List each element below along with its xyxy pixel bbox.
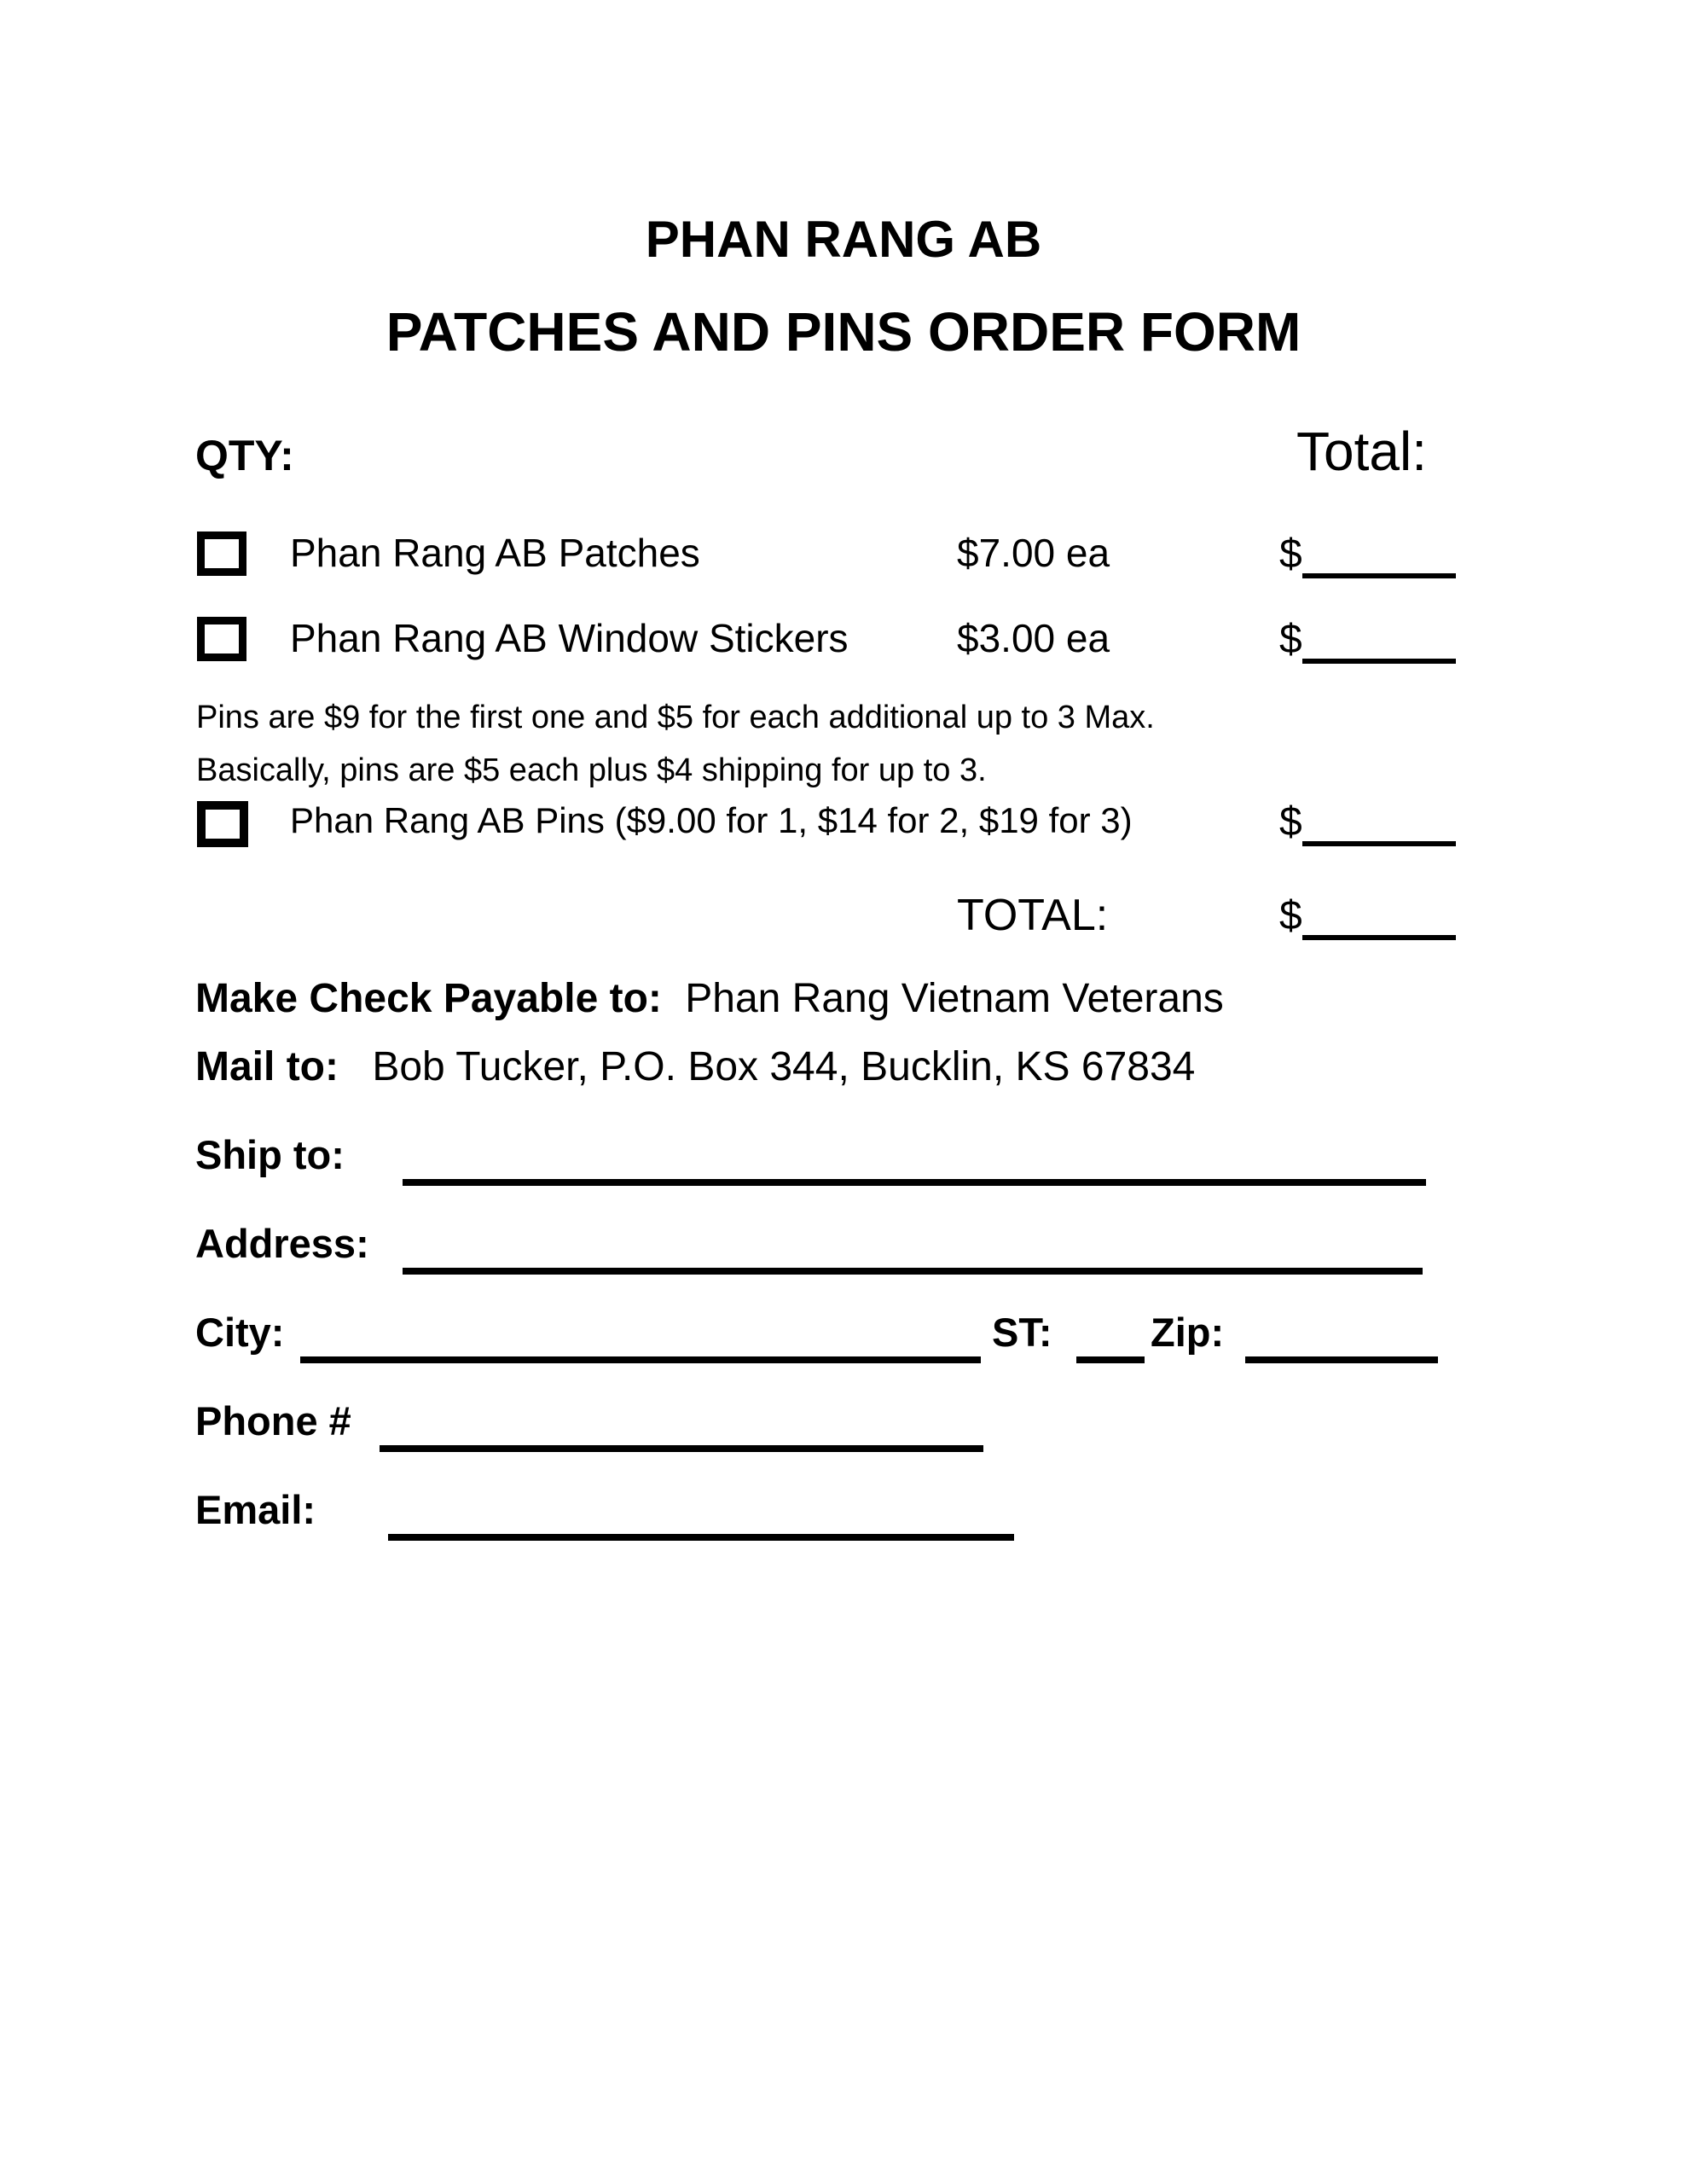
stickers-checkbox[interactable] [197, 617, 246, 661]
address-row [0, 1220, 1687, 1268]
phone-label: Phone # [195, 1398, 351, 1443]
address-input[interactable] [403, 1220, 1423, 1275]
state-input[interactable] [1076, 1309, 1145, 1363]
ship-to-input[interactable] [403, 1131, 1426, 1186]
city-label: City: [195, 1310, 285, 1355]
city-state-zip-row [0, 1309, 1687, 1356]
ship-to-row [0, 1131, 1687, 1179]
stickers-label: Phan Rang AB Window Stickers [290, 616, 849, 660]
patches-checkbox[interactable] [197, 531, 246, 576]
form-title-line1: PHAN RANG AB [645, 211, 1042, 268]
phone-input[interactable] [380, 1397, 983, 1452]
stickers-price: $3.00 ea [957, 616, 1110, 660]
state-label: ST: [992, 1310, 1052, 1355]
pins-row [0, 797, 1687, 848]
patches-label: Phan Rang AB Patches [290, 531, 700, 575]
patches-row [0, 529, 1687, 580]
email-input[interactable] [388, 1486, 1014, 1541]
order-total-row [0, 891, 1687, 942]
ship-to-label: Ship to: [195, 1132, 345, 1177]
total-column-header: Total: [1296, 421, 1427, 482]
phone-row [0, 1397, 1687, 1445]
form-title-line2: PATCHES AND PINS ORDER FORM [386, 301, 1301, 363]
stickers-row [0, 614, 1687, 665]
zip-input[interactable] [1245, 1309, 1438, 1363]
patches-amount [1279, 529, 1456, 578]
mail-to-line [195, 1043, 1195, 1092]
pins-total-field[interactable] [1302, 797, 1456, 846]
email-label: Email: [195, 1487, 316, 1532]
stickers-dollar-sign: $ [1279, 617, 1302, 662]
stickers-total-field[interactable] [1302, 614, 1456, 664]
patches-total-field[interactable] [1302, 529, 1456, 578]
order-total-label: TOTAL: [957, 891, 1109, 940]
pins-note-line1: Pins are $9 for the first one and $5 for each additional up to 3 Max. [196, 700, 1155, 735]
order-total-amount [1279, 891, 1456, 940]
email-row [0, 1486, 1687, 1534]
patches-dollar-sign: $ [1279, 531, 1302, 577]
check-payable-label: Make Check Payable to: [195, 976, 662, 1021]
city-input[interactable] [300, 1309, 981, 1363]
qty-column-header: QTY: [195, 432, 294, 479]
stickers-amount [1279, 614, 1456, 664]
check-payable-value: Phan Rang Vietnam Veterans [685, 976, 1224, 1021]
pins-checkbox[interactable] [197, 801, 248, 847]
mail-to-value: Bob Tucker, P.O. Box 344, Bucklin, KS 67834 [372, 1044, 1196, 1089]
patches-price: $7.00 ea [957, 531, 1110, 575]
check-payable-line [195, 974, 1224, 1024]
address-label: Address: [195, 1221, 369, 1266]
mail-to-label: Mail to: [195, 1044, 339, 1089]
zip-label: Zip: [1151, 1310, 1225, 1355]
pins-amount [1279, 797, 1456, 846]
order-total-dollar-sign: $ [1279, 893, 1302, 938]
pins-note-line2: Basically, pins are $5 each plus $4 shipping for up to 3. [196, 752, 987, 788]
order-total-field[interactable] [1302, 891, 1456, 940]
pins-dollar-sign: $ [1279, 799, 1302, 845]
pins-label: Phan Rang AB Pins ($9.00 for 1, $14 for 2, $19 for 3) [290, 800, 1133, 840]
